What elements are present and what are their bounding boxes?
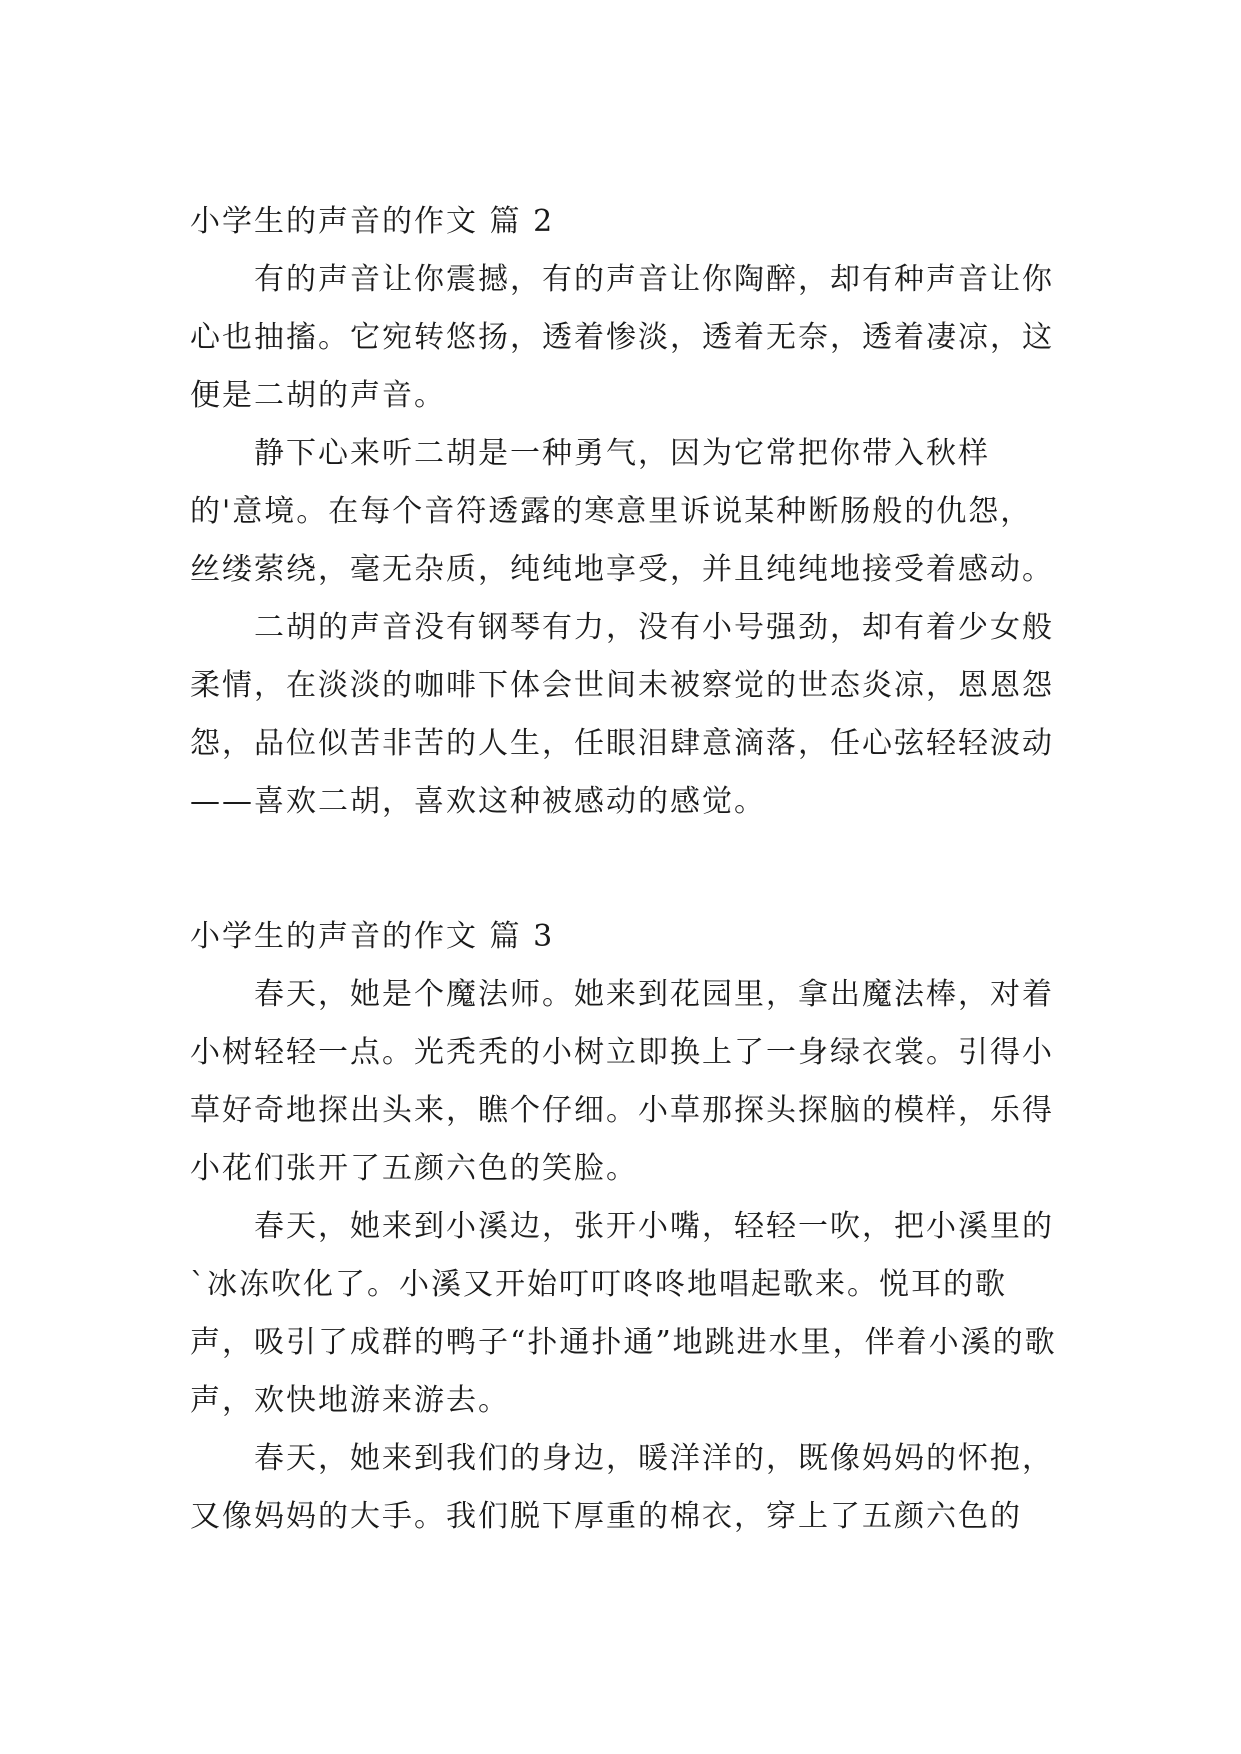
section-2 [190,193,1060,831]
section-3 [190,908,1060,1546]
paragraph: 春天，她来到我们的身边，暖洋洋的，既像妈妈的怀抱，又像妈妈的大手。我们脱下厚重的棉衣，穿上了五颜六色的 [190,1441,1054,1534]
paragraph: 有的声音让你震撼，有的声音让你陶醉，却有种声音让你心也抽搐。它宛转悠扬，透着惨淡，透着无奈，透着凄凉，这便是二胡的声音。 [190,262,1054,413]
paragraph: 春天，她是个魔法师。她来到花园里，拿出魔法棒，对着小树轻轻一点。光秃秃的小树立即换上了一身绿衣裳。引得小草好奇地探出头来，瞧个仔细。小草那探头探脑的模样，乐得小花们张开了五颜六色的笑脸。 [190,977,1054,1186]
section-title: 小学生的声音的作文 篇 3 [190,919,555,954]
paragraph: 二胡的声音没有钢琴有力，没有小号强劲，却有着少女般柔情，在淡淡的咖啡下体会世间未被察觉的世态炎凉，恩恩怨怨，品位似苦非苦的人生，任眼泪肆意滴落，任心弦轻轻波动——喜欢二胡，喜欢这种被感动的感觉。 [190,610,1054,819]
paragraph: 春天，她来到小溪边，张开小嘴，轻轻一吹，把小溪里的`冰冻吹化了。小溪又开始叮叮咚咚地唱起歌来。悦耳的歌声，吸引了成群的鸭子“扑通扑通”地跳进水里，伴着小溪的歌声，欢快地游来游去。 [190,1209,1057,1418]
paragraph: 静下心来听二胡是一种勇气，因为它常把你带入秋样的'意境。在每个音符透露的寒意里诉说某种断肠般的仇怨，丝缕萦绕，毫无杂质，纯纯地享受，并且纯纯地接受着感动。 [190,436,1054,587]
section-title: 小学生的声音的作文 篇 2 [190,204,555,239]
